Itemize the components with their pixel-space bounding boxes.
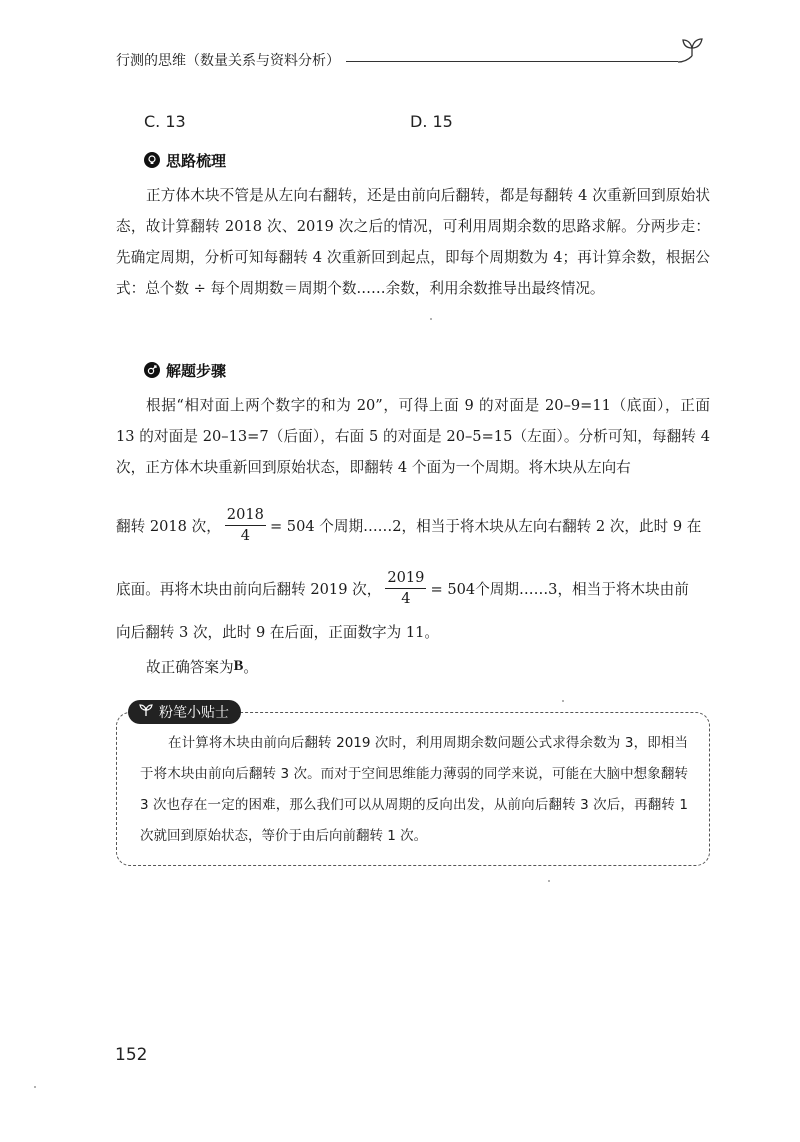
analysis-body <box>116 180 710 304</box>
solution-body <box>116 390 710 483</box>
fraction-1-post: = 504 个周期……2，相当于将木块从左向右翻转 2 次，此时 9 在 <box>269 518 702 535</box>
fraction-2-post: = 504个周期……3，相当于将木块由前 <box>430 581 689 598</box>
header-rule <box>346 61 678 62</box>
fraction-line-2 <box>116 568 716 609</box>
fraction-2-numerator: 2019 <box>385 568 426 589</box>
fraction-2019-over-4 <box>385 568 426 609</box>
sprout-icon <box>676 36 710 70</box>
fraction-2-denominator: 4 <box>401 590 411 607</box>
solution-line-end-text: 向后翻转 3 次，此时 9 在后面，正面数字为 11。 <box>116 624 440 641</box>
sprout-icon <box>138 703 154 721</box>
tip-label-text: 粉笔小贴士 <box>159 705 229 721</box>
scan-speck <box>562 700 564 702</box>
option-c: C. 13 <box>144 112 186 131</box>
solution-heading-text: 解题步骤 <box>166 361 227 380</box>
analysis-heading-text: 思路梳理 <box>166 151 227 170</box>
page-number: 152 <box>115 1045 148 1065</box>
solution-paragraph-1: 根据“相对面上两个数字的和为 20”，可得上面 9 的对面是 20–9=11（底面），正面 13 的对面是 20–13=7（后面），右面 5 的对面是 20–5=15（左面）。分析可知，每翻转 4 次，正方体木块重新回到原始状态，即翻转 4 个面为一个周期。将木块从左向右 <box>116 397 710 476</box>
tip-label <box>128 700 241 724</box>
fraction-1-denominator: 4 <box>240 527 251 544</box>
fraction-1-pre: 翻转 2018 次， <box>116 518 221 535</box>
scan-speck <box>430 318 432 320</box>
solution-line-end <box>116 621 716 642</box>
analysis-heading <box>144 149 226 171</box>
scan-speck <box>34 1086 36 1088</box>
analysis-paragraph: 正方体木块不管是从左向右翻转，还是由前向后翻转，都是每翻转 4 次重新回到原始状态，故计算翻转 2018 次、2019 次之后的情况，可利用周期余数的思路求解。分两步走：先确定周期，分析可知每翻转 4 次重新回到起点，即每个周期数为 4；再计算余数，根据公式：总个数 ÷ 每个周期数＝周期个数……余数，利用余数推导出最终情况。 <box>116 187 710 297</box>
tip-text <box>140 728 688 852</box>
running-header-title: 行测的思维（数量关系与资料分析） <box>116 53 340 69</box>
tip-paragraph: 在计算将木块由前向后翻转 2019 次时，利用周期余数问题公式求得余数为 3，即相当于将木块由前向后翻转 3 次。而对于空间思维能力薄弱的同学来说，可能在大脑中想象翻转 3 次也存在一定的困难，那么我们可以从周期的反向出发，从前向后翻转 3 次后，再翻转 1 次就回到原始状态，等价于由后向前翻转 1 次。 <box>140 735 688 844</box>
fraction-1-numerator: 2018 <box>225 505 266 526</box>
fraction-line-1 <box>116 505 716 546</box>
option-d: D. 15 <box>410 112 453 131</box>
fraction-2-pre: 底面。再将木块由前向后翻转 2019 次， <box>116 581 382 598</box>
answer-line <box>146 656 746 677</box>
pen-icon <box>144 362 160 378</box>
lightbulb-icon <box>144 152 160 168</box>
answer-letter: B <box>233 658 244 674</box>
solution-heading <box>144 359 226 381</box>
answer-suffix: 。 <box>243 659 258 676</box>
answer-prefix: 故正确答案为 <box>146 659 234 676</box>
fraction-2018-over-4 <box>225 505 266 546</box>
scan-speck <box>548 880 550 882</box>
